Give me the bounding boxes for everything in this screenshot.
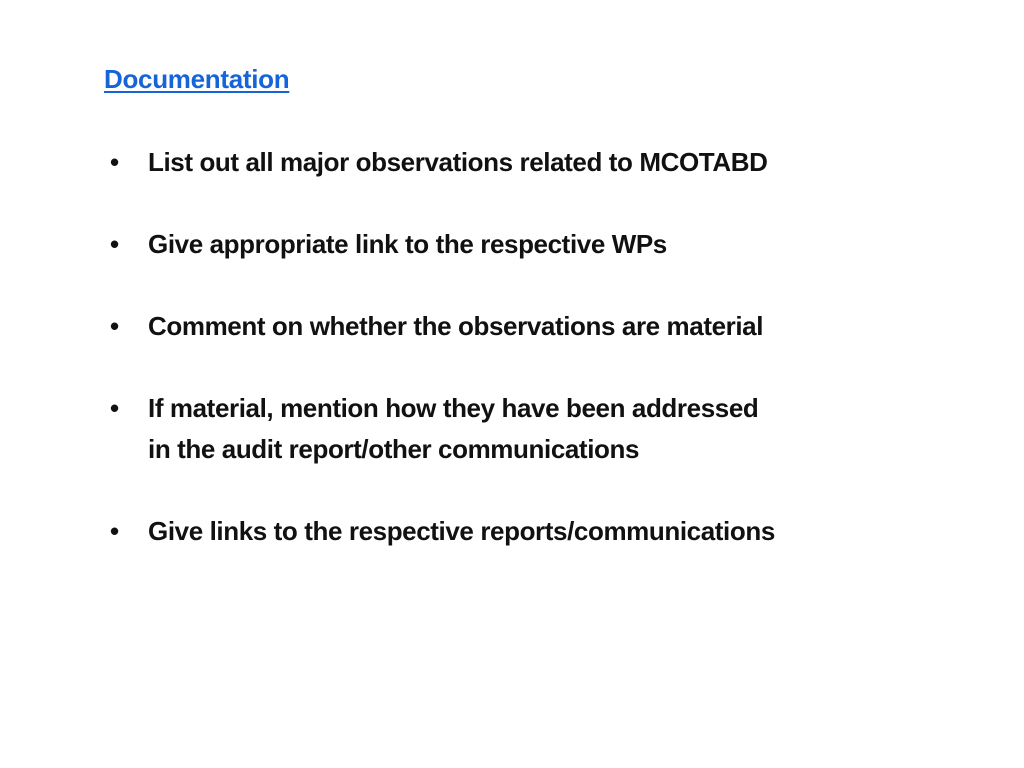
bullet-text: If material, mention how they have been addressed in the audit report/other communications (148, 393, 759, 464)
bullet-icon: • (110, 393, 119, 423)
bullet-item-materiality (104, 306, 924, 347)
bullet-item-report-links (104, 511, 924, 552)
bullet-text: Give links to the respective reports/communications (148, 516, 775, 546)
bullet-text: Give appropriate link to the respective WPs (148, 229, 667, 259)
bullet-text: Comment on whether the observations are material (148, 311, 764, 341)
documentation-heading-link[interactable]: Documentation (104, 64, 290, 94)
bullet-item-addressed (104, 388, 924, 470)
bullet-icon: • (110, 147, 119, 177)
bullet-icon: • (110, 229, 119, 259)
bullet-icon: • (110, 516, 119, 546)
bullet-list (104, 142, 924, 593)
bullet-icon: • (110, 311, 119, 341)
bullet-item-observations (104, 142, 924, 183)
bullet-item-wp-link (104, 224, 924, 265)
bullet-text: List out all major observations related to MCOTABD (148, 147, 768, 177)
